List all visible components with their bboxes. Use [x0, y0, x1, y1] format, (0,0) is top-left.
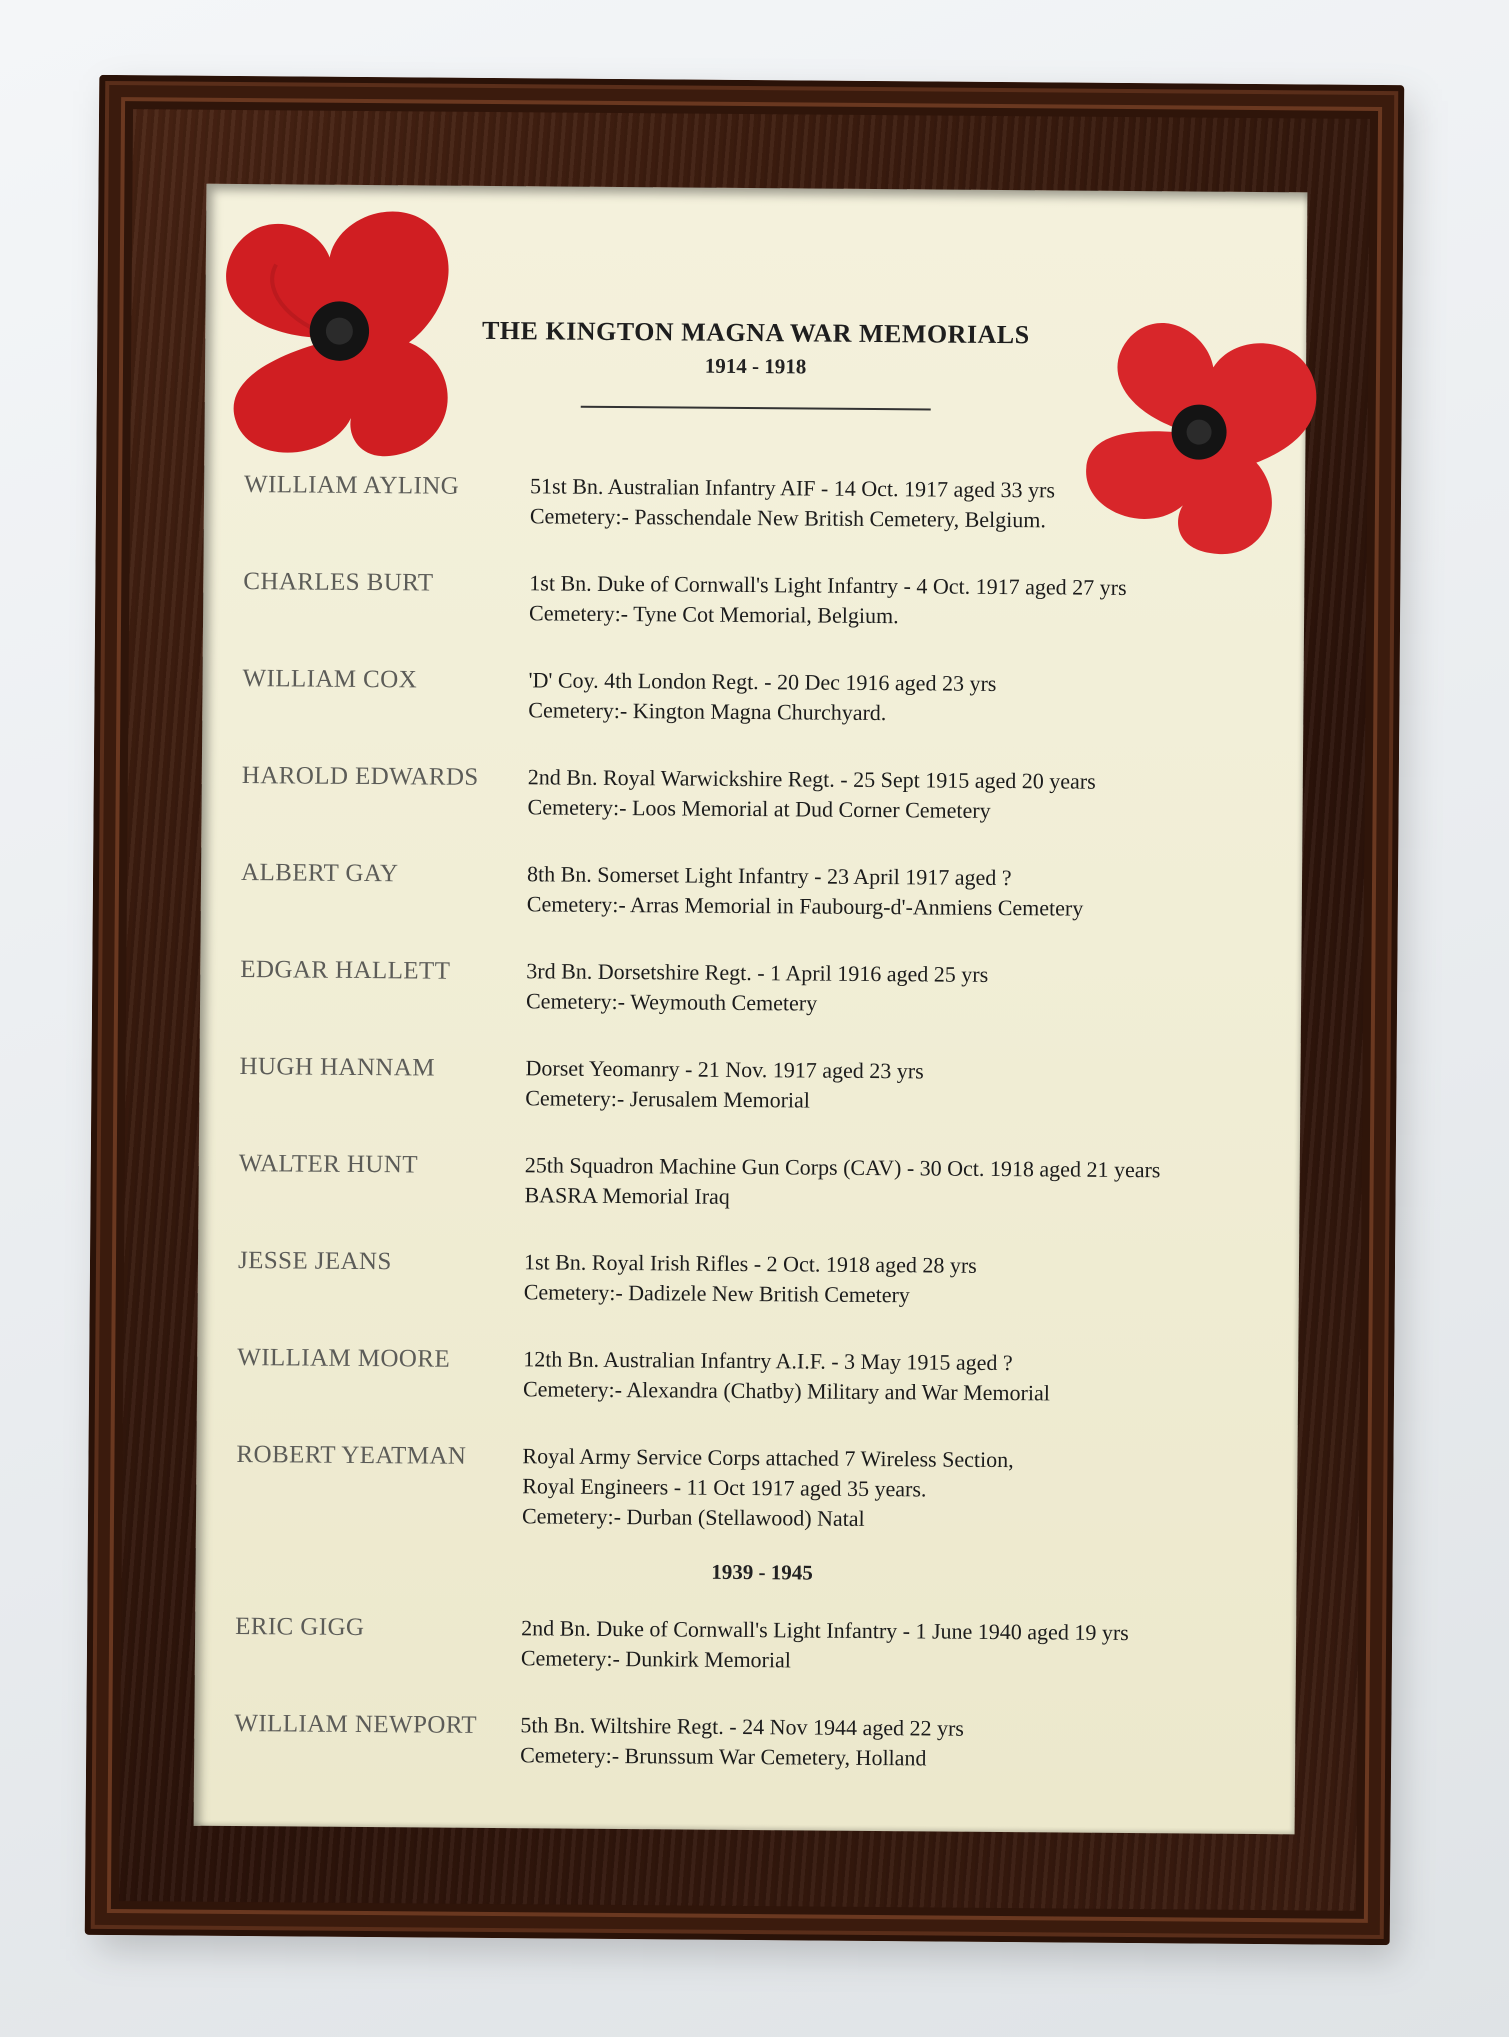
- detail-line: 8th Bn. Somerset Light Infantry - 23 April 1917 aged ?: [526, 861, 1012, 891]
- memorial-entry: [244, 469, 1277, 537]
- detail-line: 5th Bn. Wiltshire Regt. - 24 Nov 1944 aged 22 yrs: [520, 1712, 965, 1741]
- names-list: [234, 469, 1277, 1813]
- service-details: [524, 1247, 977, 1311]
- detail-line: 1st Bn. Duke of Cornwall's Light Infantry - 4 Oct. 1917 aged 27 yrs: [529, 570, 1127, 600]
- service-details: [530, 471, 1055, 535]
- ww2-entries: [234, 1611, 1268, 1776]
- detail-line: 51st Bn. Australian Infantry AIF - 14 Oct. 1917 aged 33 yrs: [530, 473, 1056, 503]
- memorial-entry: [243, 566, 1276, 634]
- soldier-name: HUGH HANNAM: [239, 1053, 436, 1082]
- soldier-name: WALTER HUNT: [238, 1150, 419, 1179]
- memorial-entry: [237, 1342, 1270, 1410]
- detail-line: 2nd Bn. Duke of Cornwall's Light Infantry - 1 June 1940 aged 19 yrs: [521, 1615, 1129, 1646]
- soldier-name: ROBERT YEATMAN: [236, 1441, 467, 1470]
- detail-line: Cemetery:- Weymouth Cemetery: [525, 988, 818, 1016]
- detail-line: Cemetery:- Jerusalem Memorial: [525, 1085, 811, 1113]
- detail-line: Dorset Yeomanry - 21 Nov. 1917 aged 23 yrs: [525, 1055, 924, 1084]
- memorial-title: THE KINGTON MAGNA WAR MEMORIALS: [481, 315, 1030, 350]
- memorial-card: [194, 184, 1308, 1835]
- service-details: [522, 1441, 1014, 1535]
- memorial-entry: [238, 1245, 1271, 1313]
- service-details: [529, 568, 1127, 633]
- detail-line: 'D' Coy. 4th London Regt. - 20 Dec 1916 aged 23 yrs: [528, 667, 997, 696]
- service-details: [521, 1613, 1129, 1678]
- memorial-entry: [234, 1708, 1267, 1776]
- detail-line: Royal Army Service Corps attached 7 Wireless Section,: [522, 1443, 1014, 1473]
- detail-line: 3rd Bn. Dorsetshire Regt. - 1 April 1916 aged 25 yrs: [526, 958, 989, 987]
- soldier-name: WILLIAM NEWPORT: [234, 1710, 478, 1739]
- detail-line: Cemetery:- Brunssum War Cemetery, Holland: [520, 1742, 927, 1771]
- detail-line: Royal Engineers - 11 Oct 1917 aged 35 years.: [522, 1473, 927, 1502]
- soldier-name: WILLIAM COX: [242, 665, 418, 694]
- detail-line: Cemetery:- Passchendale New British Cemetery, Belgium.: [529, 503, 1047, 533]
- detail-line: 12th Bn. Australian Infantry A.I.F. - 3 May 1915 aged ?: [523, 1346, 1013, 1376]
- title-divider: [580, 406, 930, 411]
- service-details: [528, 665, 996, 729]
- service-details: [520, 1710, 964, 1773]
- service-details: [526, 956, 988, 1020]
- memorial-entry: [238, 1148, 1271, 1216]
- soldier-name: ALBERT GAY: [240, 859, 399, 888]
- soldier-name: ERIC GIGG: [235, 1613, 365, 1642]
- detail-line: Cemetery:- Durban (Stellawood) Natal: [521, 1503, 865, 1531]
- detail-line: Cemetery:- Alexandra (Chatby) Military and War Memorial: [522, 1376, 1050, 1406]
- service-details: [525, 1053, 924, 1116]
- detail-line: BASRA Memorial Iraq: [524, 1182, 730, 1209]
- detail-line: Cemetery:- Loos Memorial at Dud Corner Cemetery: [527, 794, 991, 823]
- service-details: [523, 1344, 1050, 1408]
- soldier-name: WILLIAM AYLING: [244, 471, 460, 500]
- detail-line: 25th Squadron Machine Gun Corps (CAV) - 30 Oct. 1918 aged 21 years: [524, 1152, 1161, 1183]
- memorial-entry: [235, 1611, 1268, 1679]
- detail-line: 1st Bn. Royal Irish Rifles - 2 Oct. 1918 aged 28 yrs: [523, 1249, 977, 1278]
- soldier-name: WILLIAM MOORE: [237, 1344, 451, 1373]
- memorial-entry: [236, 1439, 1270, 1537]
- detail-line: Cemetery:- Arras Memorial in Faubourg-d'-Anmiens Cemetery: [526, 891, 1084, 921]
- memorial-entry: [242, 663, 1275, 731]
- soldier-name: EDGAR HALLETT: [240, 956, 451, 985]
- period-1914-1918: 1914 - 1918: [704, 353, 807, 379]
- memorial-entry: [241, 857, 1274, 925]
- service-details: [524, 1150, 1160, 1215]
- memorial-entry: [240, 954, 1273, 1022]
- detail-line: Cemetery:- Tyne Cot Memorial, Belgium.: [529, 600, 899, 629]
- soldier-name: CHARLES BURT: [243, 568, 434, 597]
- ww1-entries: [236, 469, 1277, 1537]
- soldier-name: JESSE JEANS: [237, 1247, 392, 1276]
- memorial-entry: [241, 760, 1274, 828]
- period-1939-1945-heading: [235, 1556, 1268, 1589]
- memorial-header: [205, 314, 1307, 414]
- detail-line: Cemetery:- Dunkirk Memorial: [520, 1645, 792, 1673]
- period-1939-1945: 1939 - 1945: [711, 1559, 813, 1585]
- service-details: [527, 762, 1095, 826]
- detail-line: 2nd Bn. Royal Warwickshire Regt. - 25 Sept 1915 aged 20 years: [527, 764, 1096, 794]
- detail-line: Cemetery:- Dadizele New British Cemetery: [523, 1279, 910, 1308]
- detail-line: Cemetery:- Kington Magna Churchyard.: [528, 697, 887, 726]
- picture-frame: [85, 75, 1405, 1945]
- service-details: [527, 859, 1084, 923]
- memorial-entry: [239, 1051, 1272, 1119]
- soldier-name: HAROLD EDWARDS: [241, 762, 479, 791]
